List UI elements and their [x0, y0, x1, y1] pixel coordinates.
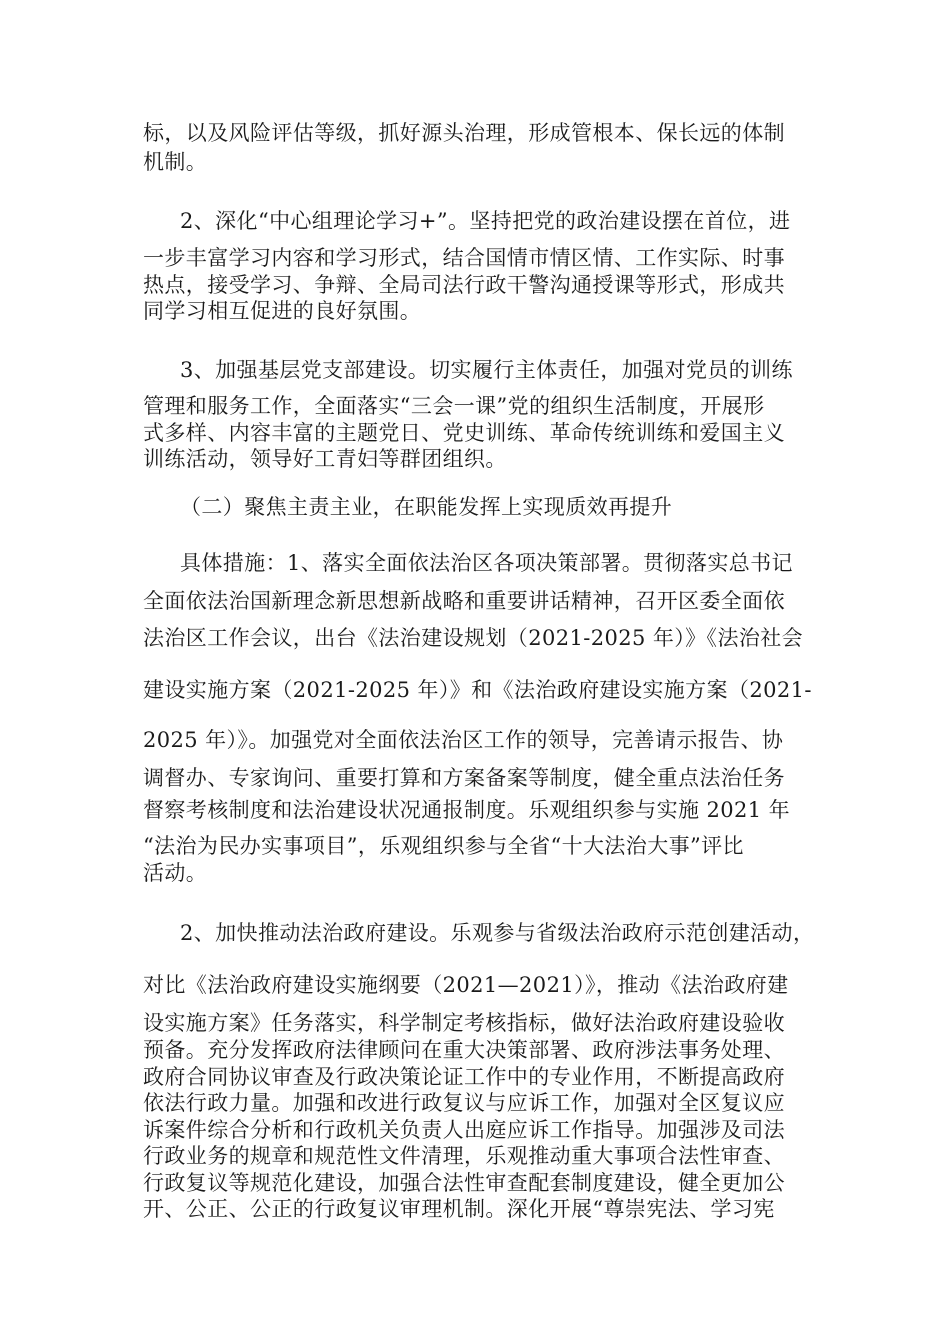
text-line: 对比《法治政府建设实施纲要（2021—2021）》，推动《法治政府建 — [143, 973, 789, 997]
text-line: 2、加快推动法治政府建设。乐观参与省级法治政府示范创建活动， — [180, 921, 815, 945]
text-line: 全面依法治国新理念新思想新战略和重要讲话精神，召开区委全面依 — [143, 589, 785, 613]
text-line: 同学习相互促进的良好氛围。 — [143, 299, 422, 323]
text-line: 开、公正、公正的行政复议审理机制。深化开展“尊崇宪法、学习宪 — [143, 1197, 775, 1221]
text-line: 设实施方案》任务落实，科学制定考核指标，做好法治政府建设验收 — [143, 1011, 785, 1035]
text-line: 具体措施：1、落实全面依法治区各项决策部署。贯彻落实总书记 — [180, 551, 793, 575]
text-line: 式多样、内容丰富的主题党日、党史训练、革命传统训练和爱国主义 — [143, 421, 785, 445]
text-line: 法治区工作会议，出台《法治建设规划（2021-2025 年）》《法治社会 — [143, 626, 804, 650]
text-line: 一步丰富学习内容和学习形式，结合国情市情区情、工作实际、时事 — [143, 246, 785, 270]
text-line: 预备。充分发挥政府法律顾问在重大决策部署、政府涉法事务处理、 — [143, 1038, 785, 1062]
text-line: 活动。 — [143, 861, 208, 885]
text-line: 机制。 — [143, 150, 208, 174]
text-line: 调督办、专家询问、重要打算和方案备案等制度，健全重点法治任务 — [143, 766, 785, 790]
text-line: 行政业务的规章和规范性文件清理，乐观推动重大事项合法性审查、 — [143, 1144, 785, 1168]
text-line: 训练活动，领导好工青妇等群团组织。 — [143, 447, 507, 471]
text-line: 热点，接受学习、争辩、全局司法行政干警沟通授课等形式，形成共 — [143, 273, 785, 297]
text-line: 建设实施方案（2021-2025 年）》和《法治政府建设实施方案（2021- — [143, 678, 812, 702]
text-line: 2、深化“中心组理论学习+”。坚持把党的政治建设摆在首位，进 — [180, 209, 791, 233]
text-line: 3、加强基层党支部建设。切实履行主体责任，加强对党员的训练 — [180, 358, 793, 382]
text-line: 政府合同协议审查及行政决策论证工作中的专业作用，不断提高政府 — [143, 1065, 785, 1089]
text-line: 管理和服务工作，全面落实“三会一课”党的组织生活制度，开展形 — [143, 394, 765, 418]
text-line: 行政复议等规范化建设，加强合法性审查配套制度建设，健全更加公 — [143, 1171, 785, 1195]
text-line: 标，以及风险评估等级，抓好源头治理，形成管根本、保长远的体制 — [143, 121, 785, 145]
text-line: 依法行政力量。加强和改进行政复议与应诉工作，加强对全区复议应 — [143, 1091, 785, 1115]
text-line: 督察考核制度和法治建设状况通报制度。乐观组织参与实施 2021 年 — [143, 798, 790, 822]
text-line: 2025 年）》。加强党对全面依法治区工作的领导，完善请示报告、协 — [143, 728, 784, 752]
section-heading: （二）聚焦主责主业，在职能发挥上实现质效再提升 — [180, 495, 673, 519]
text-line: 诉案件综合分析和行政机关负责人出庭应诉工作指导。加强涉及司法 — [143, 1118, 785, 1142]
text-line: “法治为民办实事项目”，乐观组织参与全省“十大法治大事”评比 — [143, 834, 744, 858]
